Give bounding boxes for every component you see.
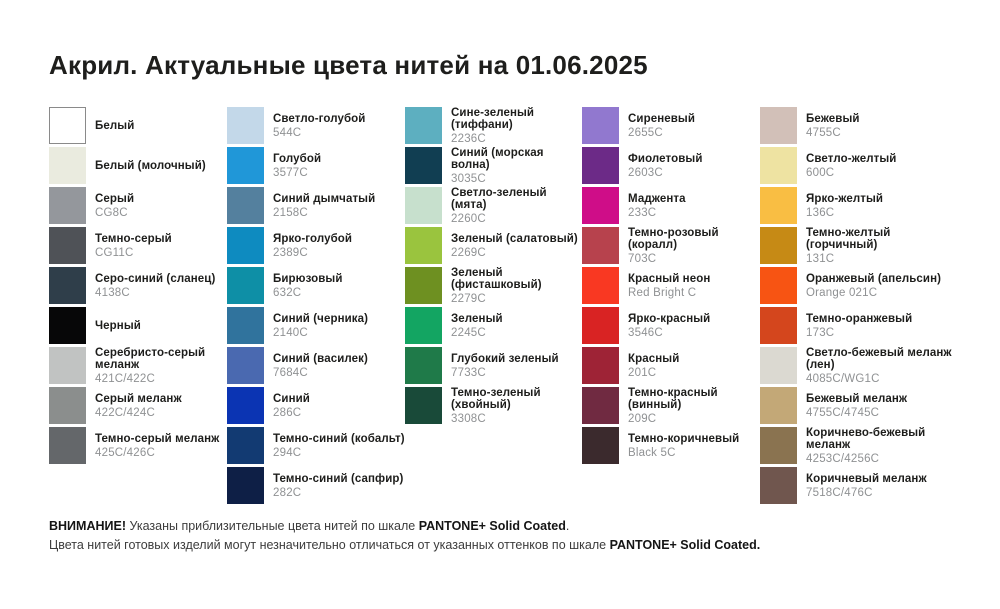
footer-pantone-label-2: PANTONE+ Solid Coated. (609, 538, 761, 552)
color-name: Голубой (273, 152, 322, 165)
color-name: Коричнево-бежевый меланж (806, 426, 926, 451)
color-name: Оранжевый (апельсин) (806, 272, 942, 285)
swatch-label (273, 147, 405, 184)
pantone-code: 2140C (273, 326, 308, 339)
swatch-row (582, 227, 760, 267)
swatch-row (582, 347, 760, 387)
color-name: Светло-голубой (273, 112, 366, 125)
swatch-row (49, 347, 227, 387)
swatch-column-5 (760, 107, 956, 507)
color-name: Светло-бежевый меланж (лен) (806, 346, 952, 371)
pantone-code: 4755C/4745C (806, 406, 880, 419)
swatch-row (49, 187, 227, 227)
pantone-code: 2655C (628, 126, 663, 139)
color-swatch (227, 267, 264, 304)
swatch-row (760, 147, 956, 187)
swatch-row (405, 347, 583, 387)
swatch-label (806, 147, 956, 184)
pantone-code: 286C (273, 406, 302, 419)
swatch-row (49, 227, 227, 267)
footer-line-1-text: Указаны приблизительные цвета нитей по шкале (126, 519, 419, 533)
color-swatch (760, 187, 797, 224)
color-swatch (405, 227, 442, 264)
pantone-code: 4253C/4256C (806, 452, 880, 465)
color-swatch (760, 267, 797, 304)
color-swatch (227, 467, 264, 504)
swatch-label (273, 107, 405, 144)
color-name: Маджента (628, 192, 686, 205)
color-swatch (49, 347, 86, 384)
footer-line-1-period: . (565, 519, 570, 533)
swatch-label (806, 387, 956, 424)
pantone-code: 2260C (451, 212, 486, 225)
swatch-label (273, 347, 405, 384)
swatch-label (628, 147, 760, 184)
swatch-row (49, 307, 227, 347)
swatch-column-2 (227, 107, 405, 507)
color-swatch (405, 307, 442, 344)
swatch-label (451, 227, 583, 264)
pantone-code: 4085C/WG1C (806, 372, 880, 385)
swatch-label (451, 387, 583, 424)
color-swatch (405, 347, 442, 384)
swatch-label (451, 147, 583, 184)
color-swatch (760, 307, 797, 344)
pantone-code: 282C (273, 486, 302, 499)
swatch-row (227, 267, 405, 307)
swatch-label (806, 467, 956, 504)
color-swatch (582, 307, 619, 344)
pantone-code: 544C (273, 126, 302, 139)
swatch-row (227, 227, 405, 267)
swatch-label (273, 387, 405, 424)
color-swatch (227, 227, 264, 264)
color-name: Темно-синий (сапфир) (273, 472, 404, 485)
pantone-code: 632C (273, 286, 302, 299)
swatch-label (451, 307, 583, 344)
swatch-row (582, 427, 760, 467)
swatch-row (582, 387, 760, 427)
color-swatch (227, 427, 264, 464)
color-name: Бежевый меланж (806, 392, 908, 405)
color-swatch (405, 187, 442, 224)
swatch-column-3 (405, 107, 583, 427)
color-swatch (582, 187, 619, 224)
swatch-label (451, 107, 583, 144)
swatch-row (760, 227, 956, 267)
pantone-code: 3577C (273, 166, 308, 179)
swatch-label (806, 347, 956, 384)
color-swatch (582, 267, 619, 304)
swatch-label (806, 187, 956, 224)
color-swatch (227, 147, 264, 184)
swatch-label (806, 107, 956, 144)
footer-line-2-text: Цвета нитей готовых изделий могут незначительно отличаться от указанных оттенков по шкале (49, 538, 610, 552)
color-name: Темно-коричневый (628, 432, 740, 445)
color-name: Светло-зеленый (мята) (451, 186, 547, 211)
pantone-code: 7733C (451, 366, 486, 379)
page-title: Акрил. Актуальные цвета нитей на 01.06.2025 (49, 50, 648, 80)
swatch-label (273, 467, 405, 504)
color-swatch (49, 227, 86, 264)
color-name: Бежевый (806, 112, 860, 125)
color-swatch (405, 147, 442, 184)
color-swatch (49, 147, 86, 184)
swatch-label (806, 307, 956, 344)
pantone-code: 294C (273, 446, 302, 459)
swatch-label (95, 147, 227, 184)
pantone-code: 2269C (451, 246, 486, 259)
pantone-code: 4755C (806, 126, 841, 139)
swatch-label (628, 387, 760, 424)
swatch-label (95, 267, 227, 304)
swatch-label (451, 267, 583, 304)
swatch-label (95, 387, 227, 424)
pantone-code: 2245C (451, 326, 486, 339)
pantone-code: 3546C (628, 326, 663, 339)
color-swatch (760, 227, 797, 264)
color-swatch (760, 427, 797, 464)
color-name: Синий (василек) (273, 352, 368, 365)
swatch-row (227, 147, 405, 187)
swatch-row (405, 267, 583, 307)
swatch-label (628, 347, 760, 384)
footer-pantone-label-1: PANTONE+ Solid Coated (418, 519, 566, 533)
color-name: Синий (морская волна) (451, 146, 544, 171)
color-name: Светло-желтый (806, 152, 897, 165)
pantone-code: 7684C (273, 366, 308, 379)
swatch-row (227, 387, 405, 427)
color-name: Серый (95, 192, 135, 205)
swatch-row (227, 347, 405, 387)
color-swatch (49, 267, 86, 304)
pantone-code: 2279C (451, 292, 486, 305)
swatch-label (451, 187, 583, 224)
color-name: Темно-зеленый (хвойный) (451, 386, 541, 411)
color-name: Белый (95, 119, 135, 132)
color-swatch (405, 387, 442, 424)
swatch-label (95, 107, 227, 144)
swatch-label (628, 427, 760, 464)
swatch-label (273, 187, 405, 224)
footer-line-2 (49, 536, 760, 555)
swatch-row (760, 387, 956, 427)
swatch-row (227, 427, 405, 467)
swatch-label (628, 107, 760, 144)
swatch-row (760, 267, 956, 307)
color-swatch (405, 107, 442, 144)
color-swatch (760, 147, 797, 184)
swatch-label (628, 267, 760, 304)
pantone-code: 209C (628, 412, 657, 425)
swatch-row (227, 467, 405, 507)
pantone-code: 3035C (451, 172, 486, 185)
color-name: Темно-синий (кобальт) (273, 432, 405, 445)
pantone-code: 136C (806, 206, 835, 219)
swatch-label (806, 427, 956, 464)
footer-line-1 (49, 517, 760, 536)
pantone-code: 421C/422C (95, 372, 155, 385)
swatch-row (405, 107, 583, 147)
swatch-row (582, 267, 760, 307)
color-name: Красный неон (628, 272, 711, 285)
pantone-code: CG11C (95, 246, 134, 259)
swatch-row (405, 227, 583, 267)
pantone-code: 3308C (451, 412, 486, 425)
color-swatch (227, 387, 264, 424)
color-swatch (49, 427, 86, 464)
color-name: Бирюзовый (273, 272, 343, 285)
color-swatch (49, 187, 86, 224)
pantone-code: 2603C (628, 166, 663, 179)
color-swatch (760, 107, 797, 144)
swatch-row (760, 467, 956, 507)
swatch-label (95, 227, 227, 264)
color-name: Глубокий зеленый (451, 352, 559, 365)
pantone-code: Orange 021C (806, 286, 878, 299)
swatch-row (760, 307, 956, 347)
color-name: Синий дымчатый (273, 192, 376, 205)
swatch-row (582, 187, 760, 227)
swatch-column-1 (49, 107, 227, 467)
color-name: Ярко-желтый (806, 192, 884, 205)
color-name: Темно-оранжевый (806, 312, 913, 325)
swatch-row (405, 147, 583, 187)
color-swatch (405, 267, 442, 304)
swatch-row (582, 307, 760, 347)
swatch-label (628, 227, 760, 264)
swatch-row (760, 427, 956, 467)
pantone-code: 201C (628, 366, 657, 379)
pantone-code: 2158C (273, 206, 308, 219)
color-swatch (49, 387, 86, 424)
color-swatch (227, 107, 264, 144)
color-swatch (227, 307, 264, 344)
pantone-code: 131C (806, 252, 835, 265)
swatch-row (405, 307, 583, 347)
color-swatch (582, 427, 619, 464)
pantone-code: 2389C (273, 246, 308, 259)
swatch-row (227, 187, 405, 227)
color-swatch (49, 107, 86, 144)
pantone-code: 422C/424C (95, 406, 155, 419)
swatch-row (49, 387, 227, 427)
pantone-code: Black 5C (628, 446, 676, 459)
color-name: Темно-серый (95, 232, 172, 245)
color-swatch (227, 187, 264, 224)
color-name: Зеленый (451, 312, 503, 325)
color-name: Черный (95, 319, 141, 332)
color-name: Темно-розовый (коралл) (628, 226, 719, 251)
swatch-label (628, 187, 760, 224)
swatch-label (806, 227, 956, 264)
footer-attention-label: ВНИМАНИЕ! (49, 519, 126, 533)
color-name: Красный (628, 352, 680, 365)
swatch-row (49, 107, 227, 147)
swatch-label (95, 307, 227, 344)
pantone-code: 173C (806, 326, 835, 339)
swatch-label (273, 267, 405, 304)
swatch-row (760, 187, 956, 227)
swatch-row (582, 147, 760, 187)
color-name: Серый меланж (95, 392, 182, 405)
pantone-code: CG8C (95, 206, 128, 219)
color-name: Белый (молочный) (95, 159, 206, 172)
swatch-row (760, 107, 956, 147)
color-swatch (582, 147, 619, 184)
color-swatch (582, 347, 619, 384)
color-swatch (49, 307, 86, 344)
swatch-row (582, 107, 760, 147)
swatch-row (405, 387, 583, 427)
swatch-label (95, 347, 227, 384)
swatch-label (273, 227, 405, 264)
swatch-label (451, 347, 583, 384)
swatch-row (227, 307, 405, 347)
color-name: Серебристо-серый меланж (95, 346, 206, 371)
swatch-row (49, 267, 227, 307)
color-name: Сине-зеленый (тиффани) (451, 106, 535, 131)
swatch-label (273, 427, 405, 464)
color-swatch (760, 467, 797, 504)
swatch-row (49, 427, 227, 467)
color-name: Сиреневый (628, 112, 695, 125)
color-name: Темно-серый меланж (95, 432, 220, 445)
swatch-label (273, 307, 405, 344)
color-swatch (227, 347, 264, 384)
color-swatch (582, 387, 619, 424)
color-name: Синий (черника) (273, 312, 369, 325)
pantone-code: 425C/426C (95, 446, 155, 459)
color-name: Темно-желтый (горчичный) (806, 226, 891, 251)
pantone-code: 4138C (95, 286, 130, 299)
swatch-column-4 (582, 107, 760, 467)
color-name: Синий (273, 392, 310, 405)
swatch-row (405, 187, 583, 227)
pantone-code: 233C (628, 206, 657, 219)
color-name: Ярко-красный (628, 312, 711, 325)
color-name: Зеленый (салатовый) (451, 232, 578, 245)
color-name: Фиолетовый (628, 152, 703, 165)
pantone-code: 7518C/476C (806, 486, 873, 499)
color-swatch (760, 347, 797, 384)
color-name: Коричневый меланж (806, 472, 927, 485)
swatch-row (760, 347, 956, 387)
footer-note (49, 517, 760, 555)
pantone-code: 703C (628, 252, 657, 265)
swatch-row (227, 107, 405, 147)
color-swatch (582, 107, 619, 144)
swatch-label (95, 427, 227, 464)
color-swatch (760, 387, 797, 424)
swatch-label (806, 267, 956, 304)
color-name: Ярко-голубой (273, 232, 353, 245)
swatch-label (95, 187, 227, 224)
color-swatch (582, 227, 619, 264)
pantone-code: 600C (806, 166, 835, 179)
pantone-code: 2236C (451, 132, 486, 145)
color-name: Зеленый (фисташковый) (451, 266, 542, 291)
color-name: Темно-красный (винный) (628, 386, 718, 411)
swatch-label (628, 307, 760, 344)
pantone-code: Red Bright C (628, 286, 697, 299)
swatch-row (49, 147, 227, 187)
color-name: Серо-синий (сланец) (95, 272, 216, 285)
